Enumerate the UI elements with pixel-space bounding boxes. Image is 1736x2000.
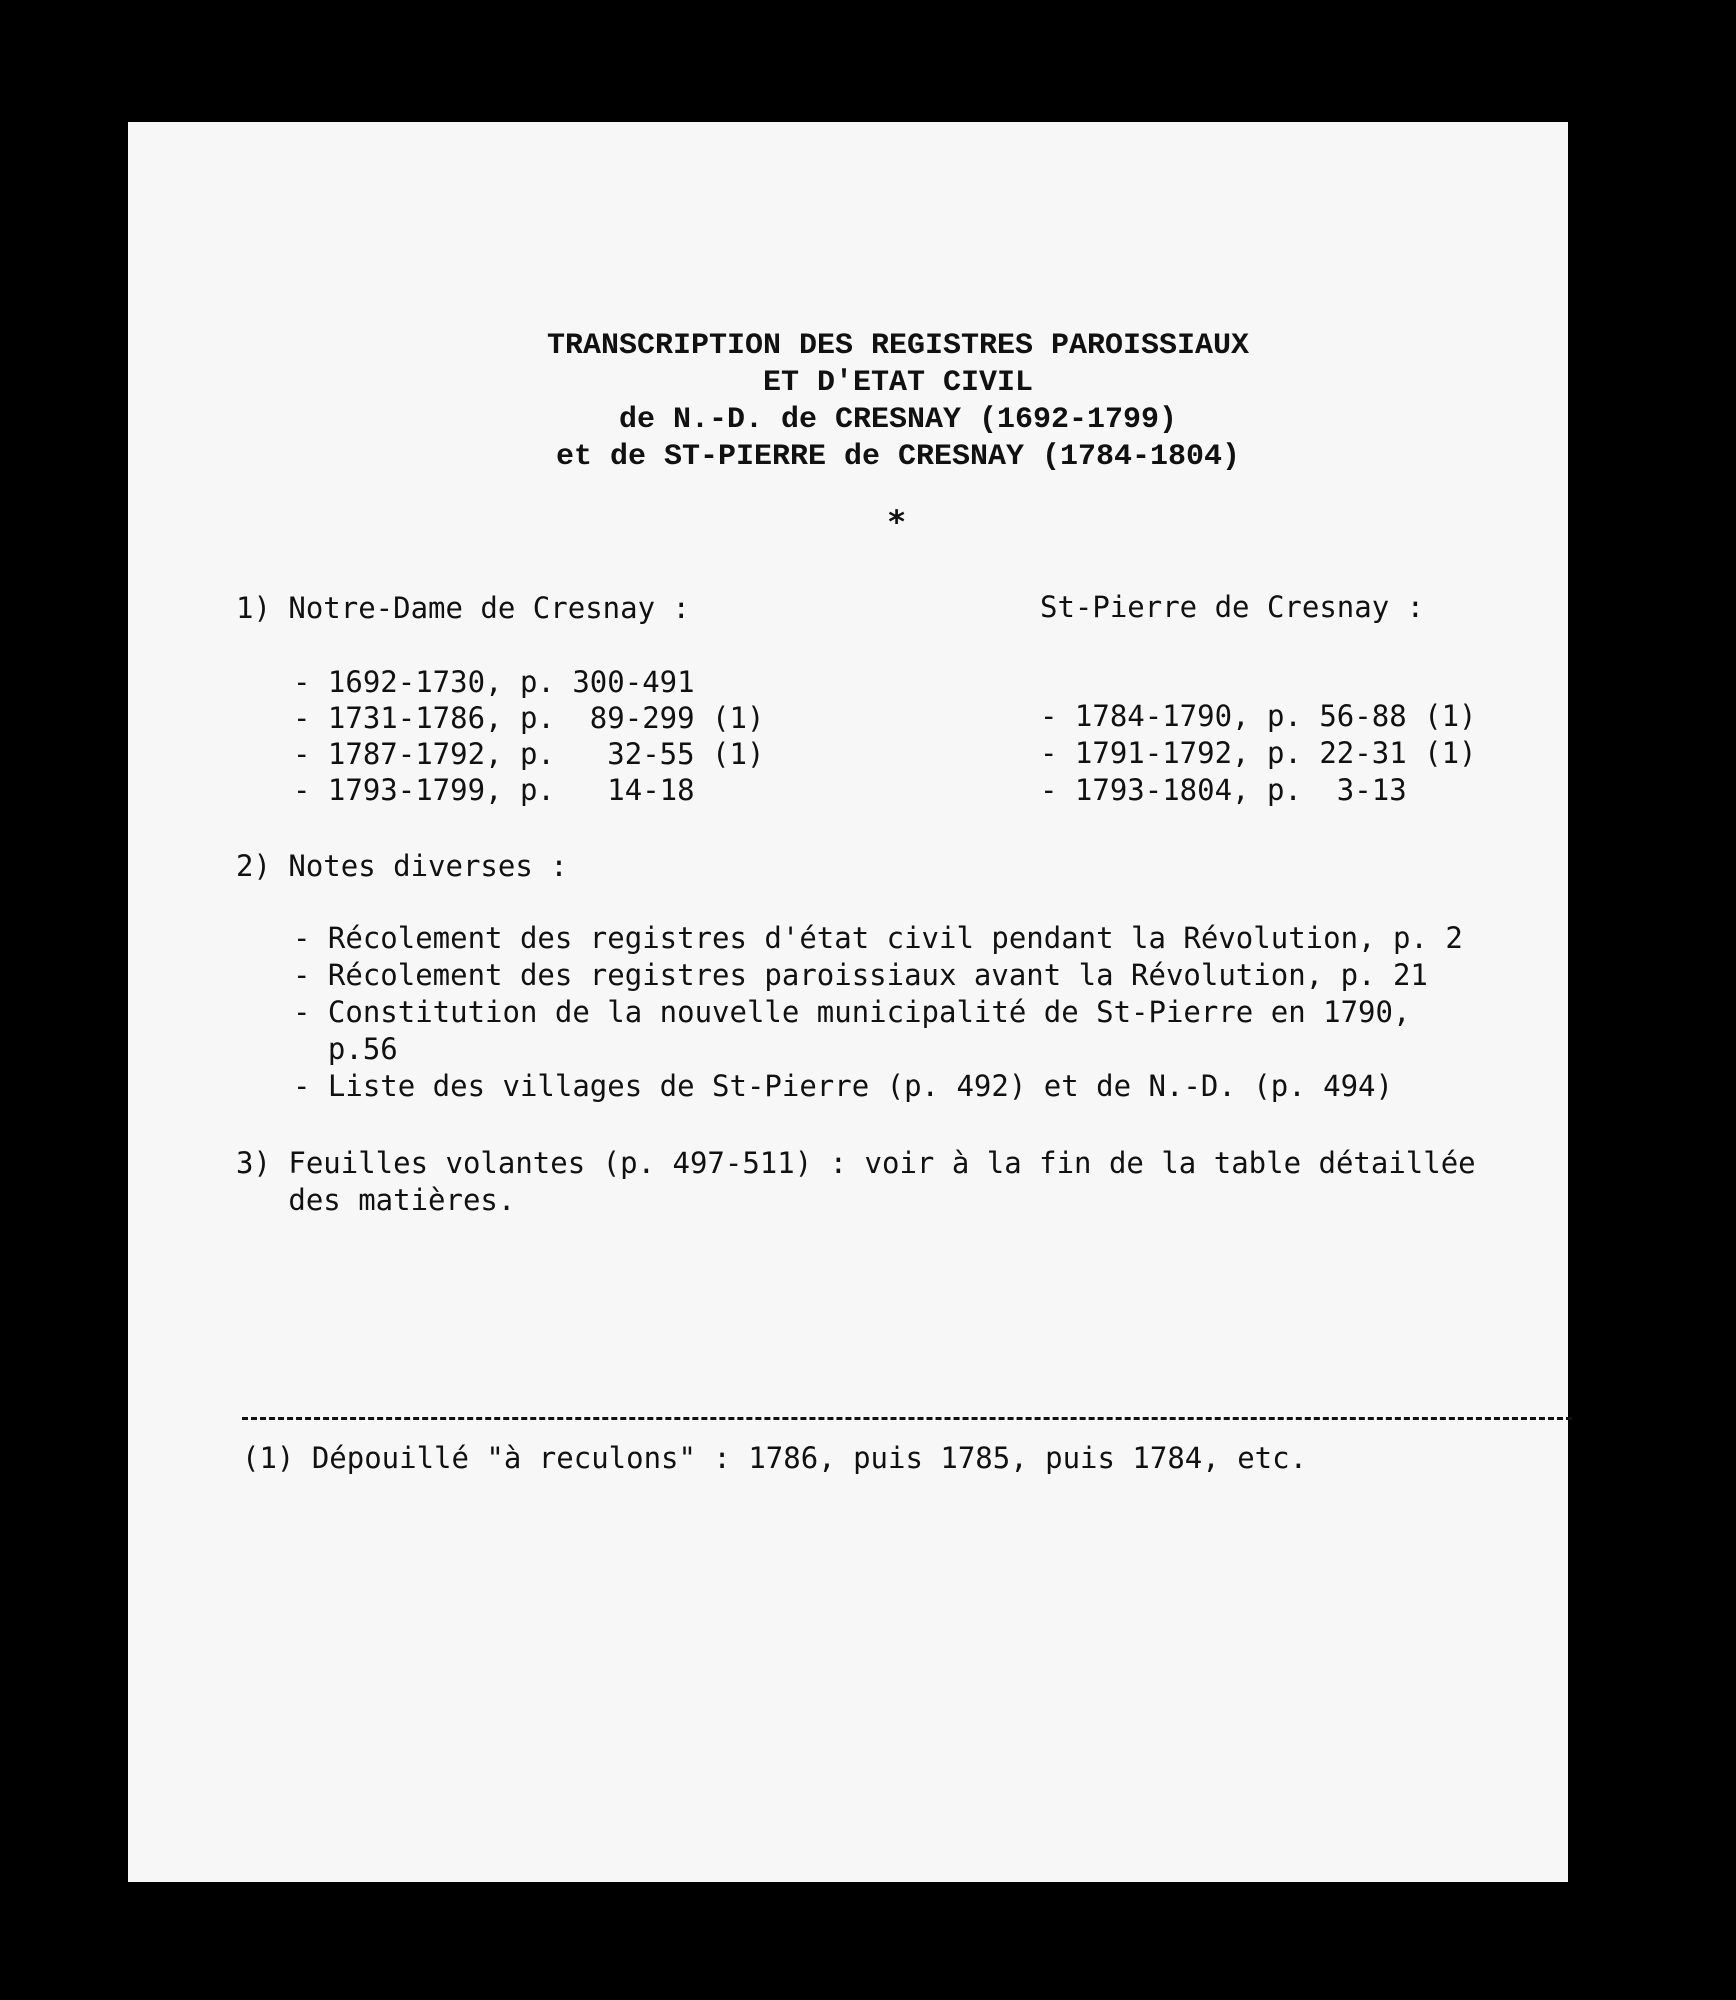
list-item: - 1787-1792, p. 32-55 (1) [293,737,765,771]
list-item: p.56 [293,1032,398,1066]
list-item: - 1731-1786, p. 89-299 (1) [293,701,765,735]
title-line-1: TRANSCRIPTION DES REGISTRES PAROISSIAUX [546,329,1250,363]
list-item: - Liste des villages de St-Pierre (p. 492) et de N.-D. (p. 494) [293,1069,1393,1103]
separator-asterisk: * [887,503,907,541]
list-item: - 1793-1804, p. 3-13 [1040,773,1407,807]
list-item: - 1784-1790, p. 56-88 (1) [1040,699,1477,733]
list-item: - Récolement des registres d'état civil pendant la Révolution, p. 2 [293,921,1463,955]
footnote: (1) Dépouillé "à reculons" : 1786, puis 1785, puis 1784, etc. [242,1441,1308,1475]
title-line-4: et de ST-PIERRE de CRESNAY (1784-1804) [555,440,1241,474]
footnote-divider [242,1417,1572,1420]
list-item: - 1692-1730, p. 300-491 [293,665,695,699]
title-line-3: de N.-D. de CRESNAY (1692-1799) [618,403,1178,437]
title-line-2: ET D'ETAT CIVIL [762,366,1034,400]
section-1-right-heading: St-Pierre de Cresnay : [1040,590,1425,624]
list-item: - Récolement des registres paroissiaux avant la Révolution, p. 21 [293,958,1428,992]
section-1-heading: 1) Notre-Dame de Cresnay : [236,591,690,625]
list-item: - 1793-1799, p. 14-18 [293,773,695,807]
section-2-heading: 2) Notes diverses : [236,849,568,883]
document-title [0,328,1736,476]
list-item: - Constitution de la nouvelle municipalité de St-Pierre en 1790, [293,995,1411,1029]
section-3-line-2: des matières. [236,1183,516,1217]
list-item: - 1791-1792, p. 22-31 (1) [1040,736,1477,770]
section-3-line-1: 3) Feuilles volantes (p. 497-511) : voir à la fin de la table détaillée [236,1146,1476,1180]
